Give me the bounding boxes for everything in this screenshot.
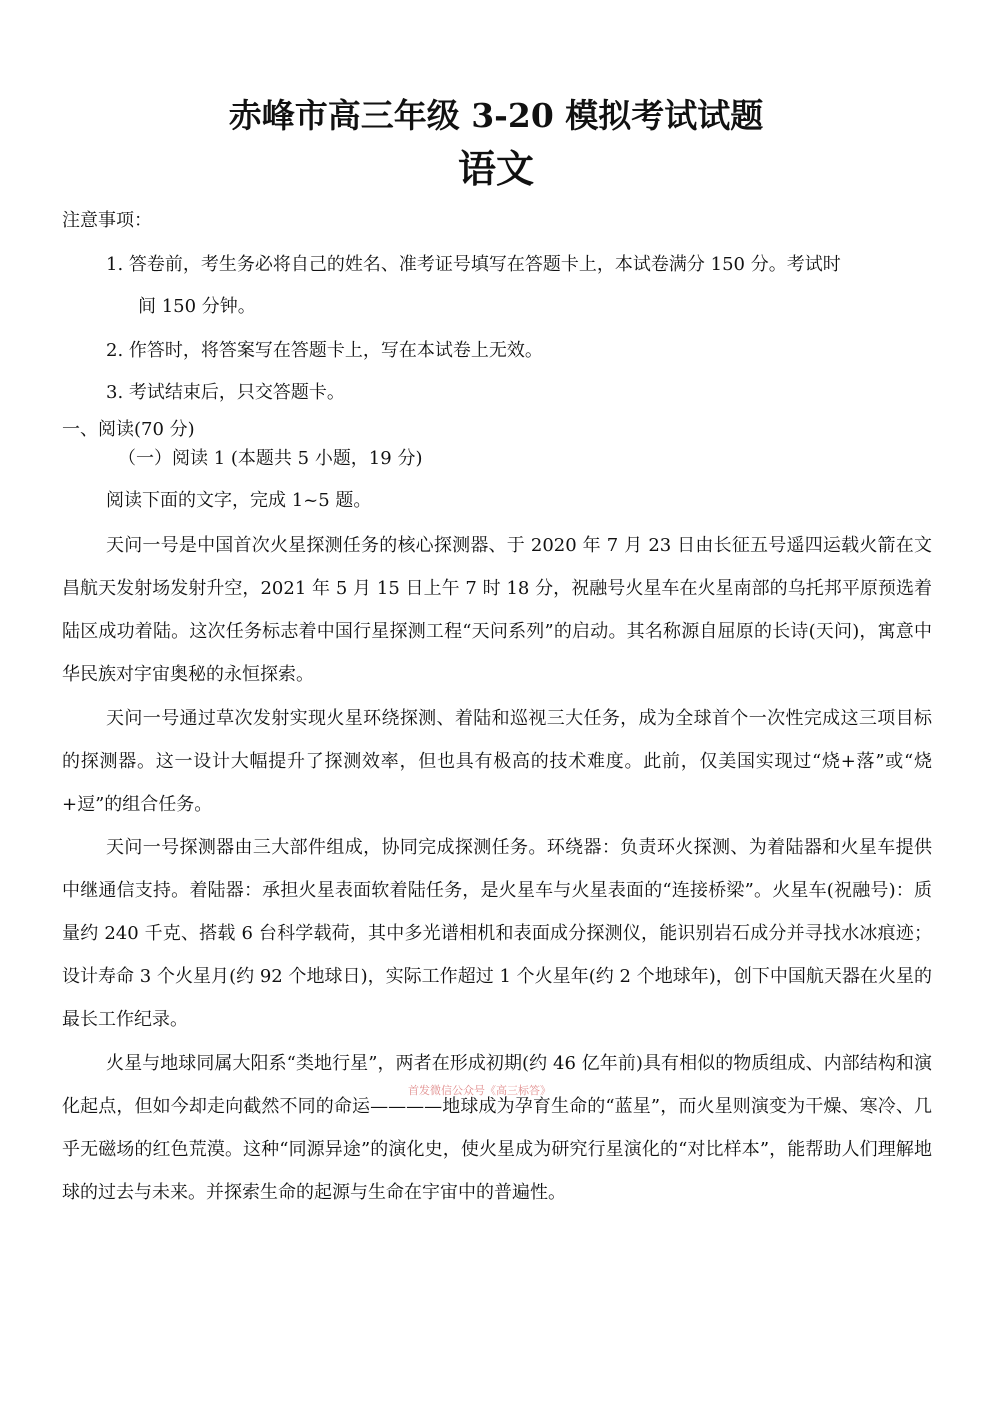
notice-item-1-continued: 间 150 分钟。 <box>138 296 256 317</box>
notice-heading: 注意事项： <box>62 210 152 231</box>
reading-instruction: 阅读下面的文字，完成 1~5 题。 <box>106 490 372 511</box>
exam-subject: 语文 <box>457 146 534 191</box>
exam-title: 赤峰市高三年级 3-20 模拟考试试题 <box>228 96 764 135</box>
notice-item-1: 1. 答卷前，考生务必将自己的姓名、准考证号填写在答题卡上，本试卷满分 150 分。考试时 <box>106 254 841 275</box>
section-subheading: （一）阅读 1 (本题共 5 小题，19 分) <box>118 448 423 469</box>
passage-paragraph-2: 天问一号通过草次发射实现火星环绕探测、着陆和巡视三大任务，成为全球首个一次性完成这三项目标的探测器。这一设计大幅提升了探测效率，但也具有极高的技术难度。此前，仅美国实现过“烧+落”或“烧+逗”的组合任务。 <box>62 708 932 815</box>
passage-paragraph-4: 火星与地球同属大阳系“类地行星”，两者在形成初期(约 46 亿年前)具有相似的物质组成、内部结构和演化起点，但如今却走向截然不同的命运————地球成为孕育生命的“蓝星”，而火星则演变为干燥、寒冷、几乎无磁场的红色荒漠。这种“同源异途”的演化史，使火星成为研究行星演化的“对比样本”，能帮助人们理解地球的过去与未来。并探索生命的起源与生命在宇宙中的普遍性。 <box>62 1053 932 1203</box>
watermark-text: 首发微信公众号《高三标答》 <box>408 1084 551 1097</box>
passage-paragraph-3: 天问一号探测器由三大部件组成，协同完成探测任务。环绕器：负责环火探测、为着陆器和火星车提供中继通信支持。着陆器：承担火星表面软着陆任务，是火星车与火星表面的“连接桥梁”。火星车(祝融号)：质量约 240 千克、搭载 6 台科学载荷，其中多光谱相机和表面成分探测仪，能识别岩石成分并寻找水冰痕迹；设计寿命 3 个火星月(约 92 个地球日)，实际工作超过 1 个火星年(约 2 个地球年)，创下中国航天器在火星的最长工作纪录。 <box>62 837 932 1030</box>
passage-paragraph-1: 天问一号是中国首次火星探测任务的核心探测器、于 2020 年 7 月 23 日由长征五号遥四运载火箭在文昌航天发射场发射升空，2021 年 5 月 15 日上午 7 时 18 分，祝融号火星车在火星南部的乌托邦平原预选着陆区成功着陆。这次任务标志着中国行星探测工程“天问系列”的启动。其名称源自屈原的长诗(天问)，寓意中华民族对宇宙奥秘的永恒探索。 <box>62 535 932 685</box>
notice-item-2: 2. 作答时，将答案写在答题卡上，写在本试卷上无效。 <box>106 340 543 361</box>
section-heading: 一、阅读(70 分) <box>62 419 195 440</box>
notice-item-3: 3. 考试结束后，只交答题卡。 <box>106 382 345 403</box>
